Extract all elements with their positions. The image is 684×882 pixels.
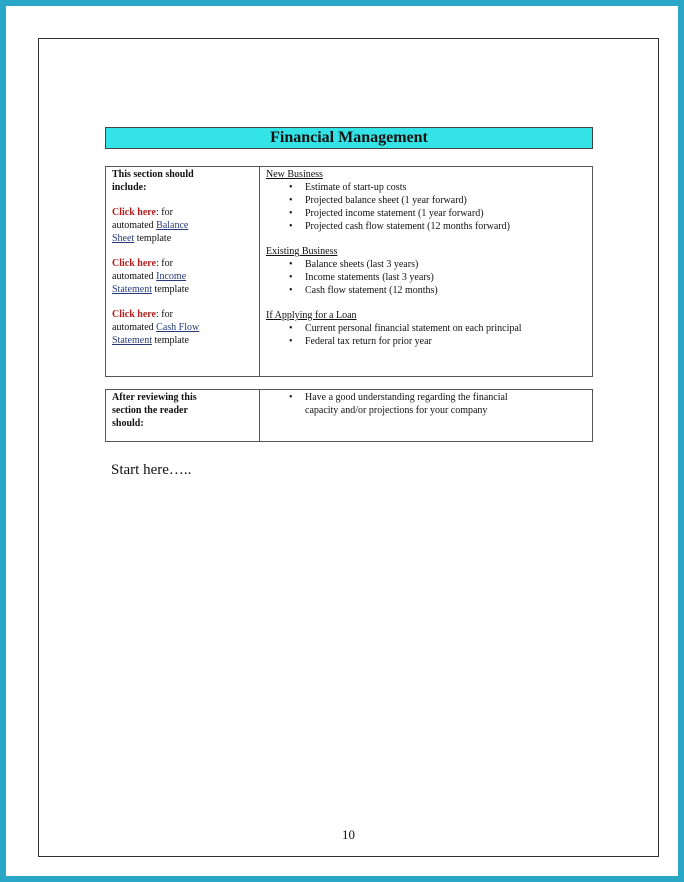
income-link[interactable]: Income	[156, 271, 187, 282]
bullet-icon: •	[289, 336, 293, 347]
bullet-icon: •	[289, 195, 293, 206]
list-item: • Estimate of start-up costs	[289, 182, 407, 193]
start-here-text: Start here…..	[111, 462, 192, 478]
list-item: • Projected cash flow statement (12 months forward)	[289, 221, 510, 232]
click-here-link[interactable]: Click here	[112, 258, 156, 269]
list-item: • Income statements (last 3 years)	[289, 272, 434, 283]
income-statement-template-link[interactable]: Click here: for automated Income Statement template	[112, 258, 189, 295]
list-item: • Have a good understanding regarding the financial capacity and/or projections for your company	[289, 392, 508, 416]
bullet-icon: •	[289, 221, 293, 232]
page-number: 10	[342, 827, 355, 842]
outcomes-left-cell: After reviewing this section the reader should:	[106, 390, 260, 441]
requirements-table	[105, 166, 593, 377]
new-business-list	[266, 181, 586, 233]
list-item: • Balance sheets (last 3 years)	[289, 259, 419, 270]
bullet-icon: •	[289, 323, 293, 334]
list-item: • Cash flow statement (12 months)	[289, 285, 438, 296]
list-item: • Projected income statement (1 year forward)	[289, 208, 484, 219]
sheet-link[interactable]: Sheet	[112, 233, 135, 244]
requirements-right-cell	[260, 167, 592, 376]
bullet-icon: •	[289, 272, 293, 283]
document-page	[38, 38, 659, 857]
loan-heading: If Applying for a Loan	[266, 310, 357, 321]
requirements-left-cell	[106, 167, 260, 376]
statement-link[interactable]: Statement	[112, 335, 152, 346]
cash-flow-template-link[interactable]: Click here: for automated Cash Flow Statement template	[112, 309, 200, 346]
list-item: • Federal tax return for prior year	[289, 336, 432, 347]
outcomes-list	[266, 391, 586, 417]
click-here-link[interactable]: Click here	[112, 207, 156, 218]
new-business-heading: New Business	[266, 169, 323, 180]
cash-flow-link[interactable]: Cash Flow	[156, 322, 200, 333]
existing-business-heading: Existing Business	[266, 246, 338, 257]
bullet-icon: •	[289, 285, 293, 296]
balance-sheet-template-link[interactable]: Click here: for automated Balance Sheet template	[112, 207, 189, 244]
click-here-link[interactable]: Click here	[112, 309, 156, 320]
balance-link[interactable]: Balance	[156, 220, 189, 231]
bullet-icon: •	[289, 392, 293, 403]
bullet-icon: •	[289, 208, 293, 219]
statement-link[interactable]: Statement	[112, 284, 152, 295]
section-title: Financial Management	[105, 127, 593, 149]
bullet-icon: •	[289, 182, 293, 193]
existing-business-list	[266, 258, 586, 297]
bullet-icon: •	[289, 259, 293, 270]
outcomes-right-cell	[260, 390, 592, 441]
section-include-heading: This section should include:	[112, 169, 194, 193]
list-item: • Current personal financial statement on each principal	[289, 323, 522, 334]
document-frame	[6, 6, 678, 876]
outcomes-table	[105, 389, 593, 442]
list-item: • Projected balance sheet (1 year forward)	[289, 195, 467, 206]
loan-list	[266, 322, 586, 348]
